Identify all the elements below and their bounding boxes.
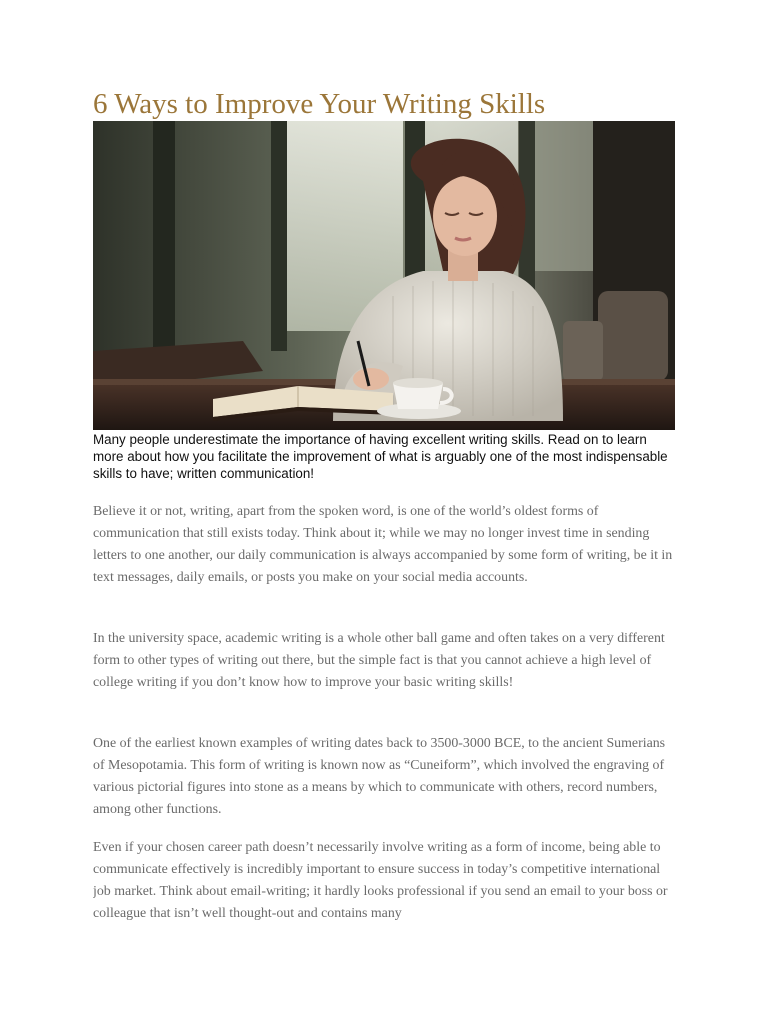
body-paragraph-4: Even if your chosen career path doesn’t necessarily involve writing as a form of income, being able to communicate effectively is incredibly important to ensure success in today’s competitive international job market. Think about email-writing; it hardly looks professional if you send an email to your boss or colleague that isn’t well thought-out and contains many (93, 840, 668, 921)
body-paragraph-1: Believe it or not, writing, apart from the spoken word, is one of the world’s oldest forms of communication that still exists today. Think about it; while we may no longer invest time in sending letters to one another, our daily communication is always accompanied by some form of writing, be it in text messages, daily emails, or posts you make on your social media accounts. (93, 504, 673, 585)
body-paragraph-2: In the university space, academic writing is a whole other ball game and often takes on a very different form to other types of writing out there, but the simple fact is that you cannot achieve a high level of college writing if you don’t know how to improve your basic writing skills! (93, 631, 665, 690)
article-title: 6 Ways to Improve Your Writing Skills (93, 88, 546, 120)
body-paragraph-3: One of the earliest known examples of writing dates back to 3500-3000 BCE, to the ancient Sumerians of Mesopotamia. This form of writing is known now as “Cuneiform”, which involved the engraving of various pictorial figures into stone as a means by which to communicate with others, record numbers, among other functions. (93, 736, 666, 817)
intro-paragraph: Many people underestimate the importance of having excellent writing skills. Read on to learn more about how you facilitate the improvement of what is arguably one of the most indispensable skills to have; written communication! (93, 432, 668, 481)
hero-image (93, 121, 675, 430)
